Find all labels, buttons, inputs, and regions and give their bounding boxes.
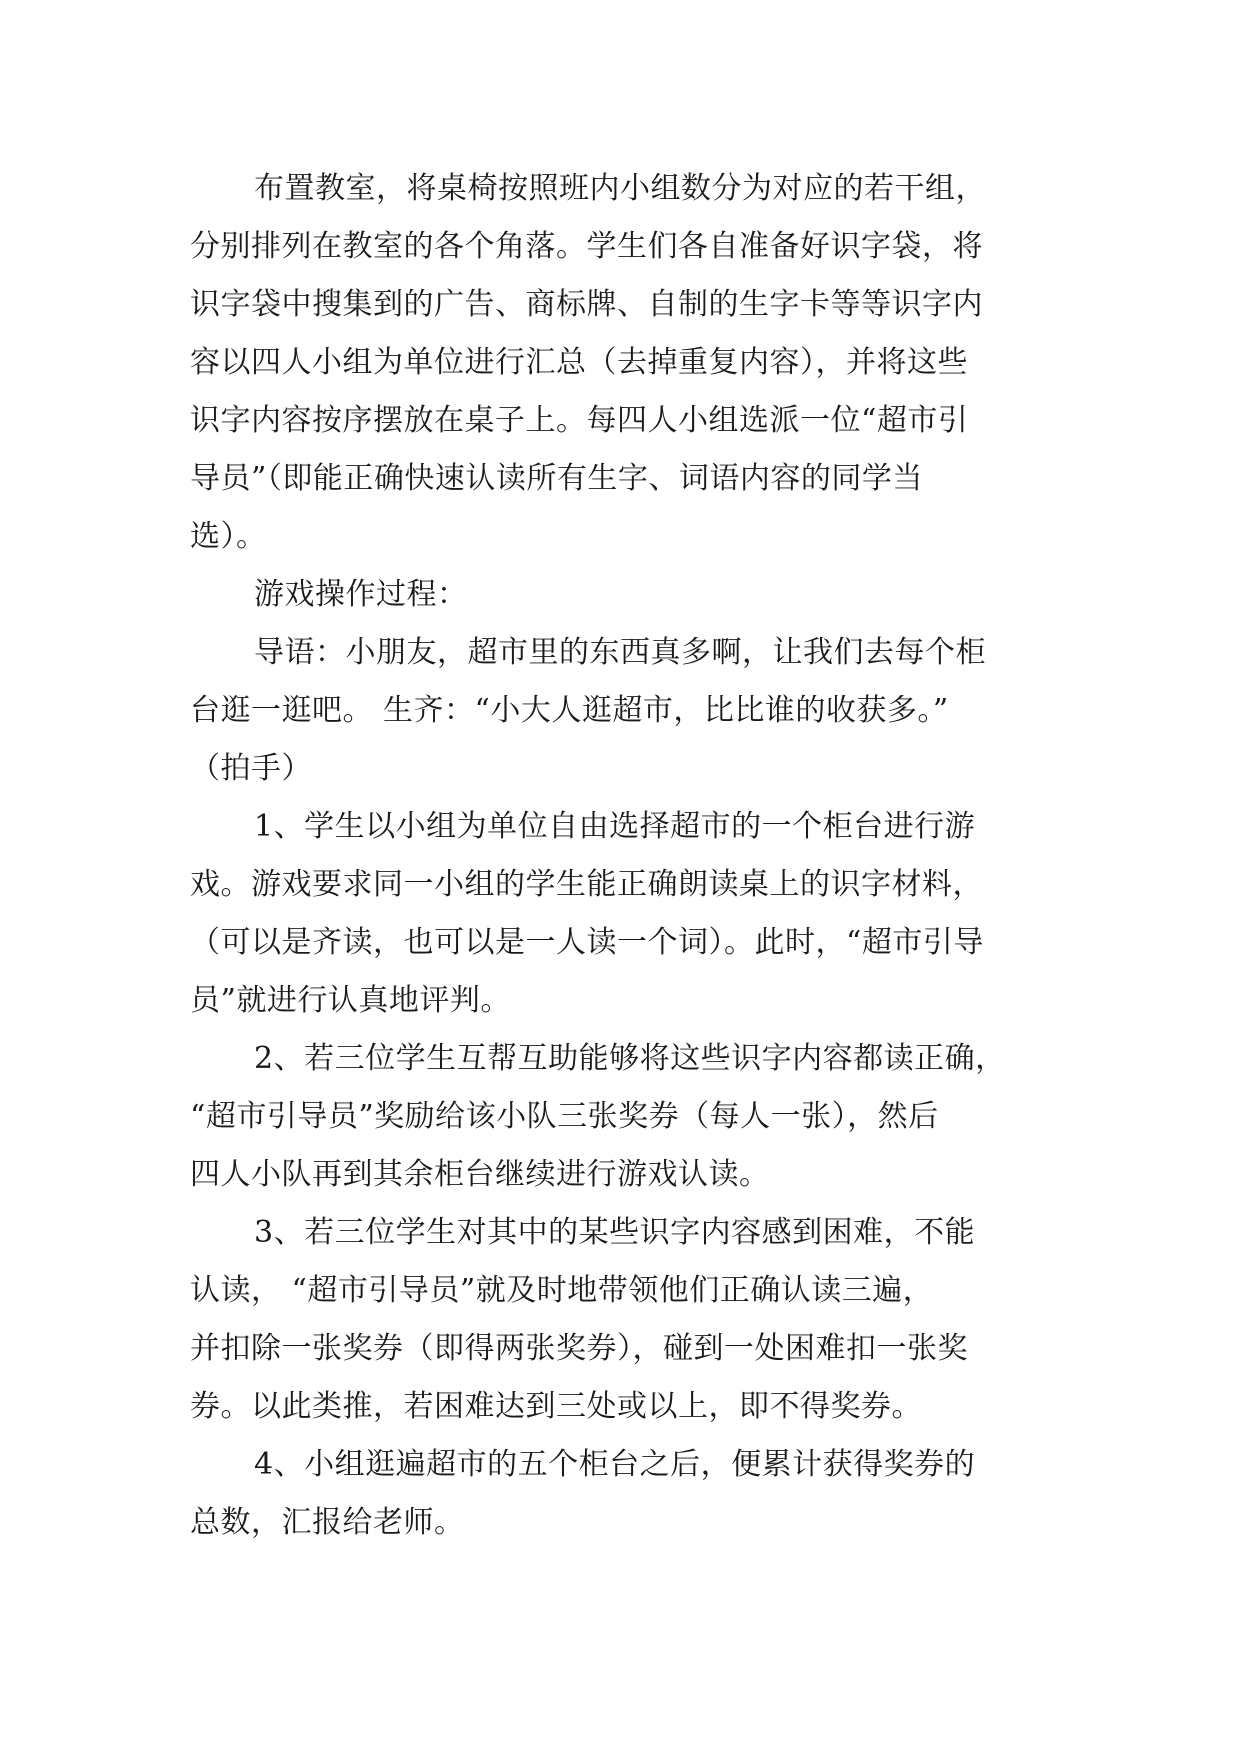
paragraph-line: 券。以此类推，若困难达到三处或以上，即不得奖券。 [190,1389,922,1424]
paragraph-line: 员”就进行认真地评判。 [190,983,511,1018]
paragraph-intro [190,624,1050,798]
paragraph-line: 布置教室，将桌椅按照班内小组数分为对应的若干组， [254,171,986,206]
paragraph-line: 2、若三位学生互帮互助能够将这些识字内容都读正确， [254,1041,1006,1076]
paragraph-line: “超市引导员”奖励给该小队三张奖券（每人一张），然后 [190,1099,939,1134]
paragraph-line: 四人小队再到其余柜台继续进行游戏认读。 [190,1157,770,1192]
paragraph-line: 4、小组逛遍超市的五个柜台之后，便累计获得奖券的 [254,1447,976,1482]
paragraph-line: 并扣除一张奖券（即得两张奖券），碰到一处困难扣一张奖 [190,1331,968,1366]
paragraph-line: 1、学生以小组为单位自由选择超市的一个柜台进行游 [254,809,976,844]
paragraph-step-3 [190,1204,1050,1436]
paragraph-line: 总数，汇报给老师。 [190,1505,465,1540]
paragraph-line: 容以四人小组为单位进行汇总（去掉重复内容），并将这些 [190,345,968,380]
paragraph-line: （可以是齐读，也可以是一人读一个词）。此时，“超市引导 [190,925,984,960]
paragraph-line: 认读， “超市引导员”就及时地带领他们正确认读三遍， [190,1273,934,1308]
document-body [190,160,1050,1552]
paragraph-step-1 [190,798,1050,1030]
paragraph-step-4 [190,1436,1050,1552]
paragraph-step-2 [190,1030,1050,1204]
section-heading: 游戏操作过程： [254,577,468,612]
paragraph-line: 台逛一逛吧。 生齐：“小大人逛超市，比比谁的收获多。” [190,693,949,728]
paragraph-line: 戏。游戏要求同一小组的学生能正确朗读桌上的识字材料， [190,867,983,902]
paragraph-game-process-heading [190,566,1050,624]
paragraph-line: 导员”（即能正确快速认读所有生字、词语内容的同学当 [190,461,923,496]
paragraph-line: 3、若三位学生对其中的某些识字内容感到困难，不能 [254,1215,976,1250]
paragraph-line: 选）。 [190,519,267,554]
paragraph-line: 分别排列在教室的各个角落。学生们各自准备好识字袋，将 [190,229,983,264]
paragraph-line: （拍手） [190,751,312,786]
paragraph-line: 导语：小朋友，超市里的东西真多啊，让我们去每个柜 [254,635,986,670]
paragraph-line: 识字袋中搜集到的广告、商标牌、自制的生字卡等等识字内 [190,287,983,322]
paragraph-classroom-setup [190,160,1050,566]
paragraph-line: 识字内容按序摆放在桌子上。每四人小组选派一位“超市引 [190,403,969,438]
